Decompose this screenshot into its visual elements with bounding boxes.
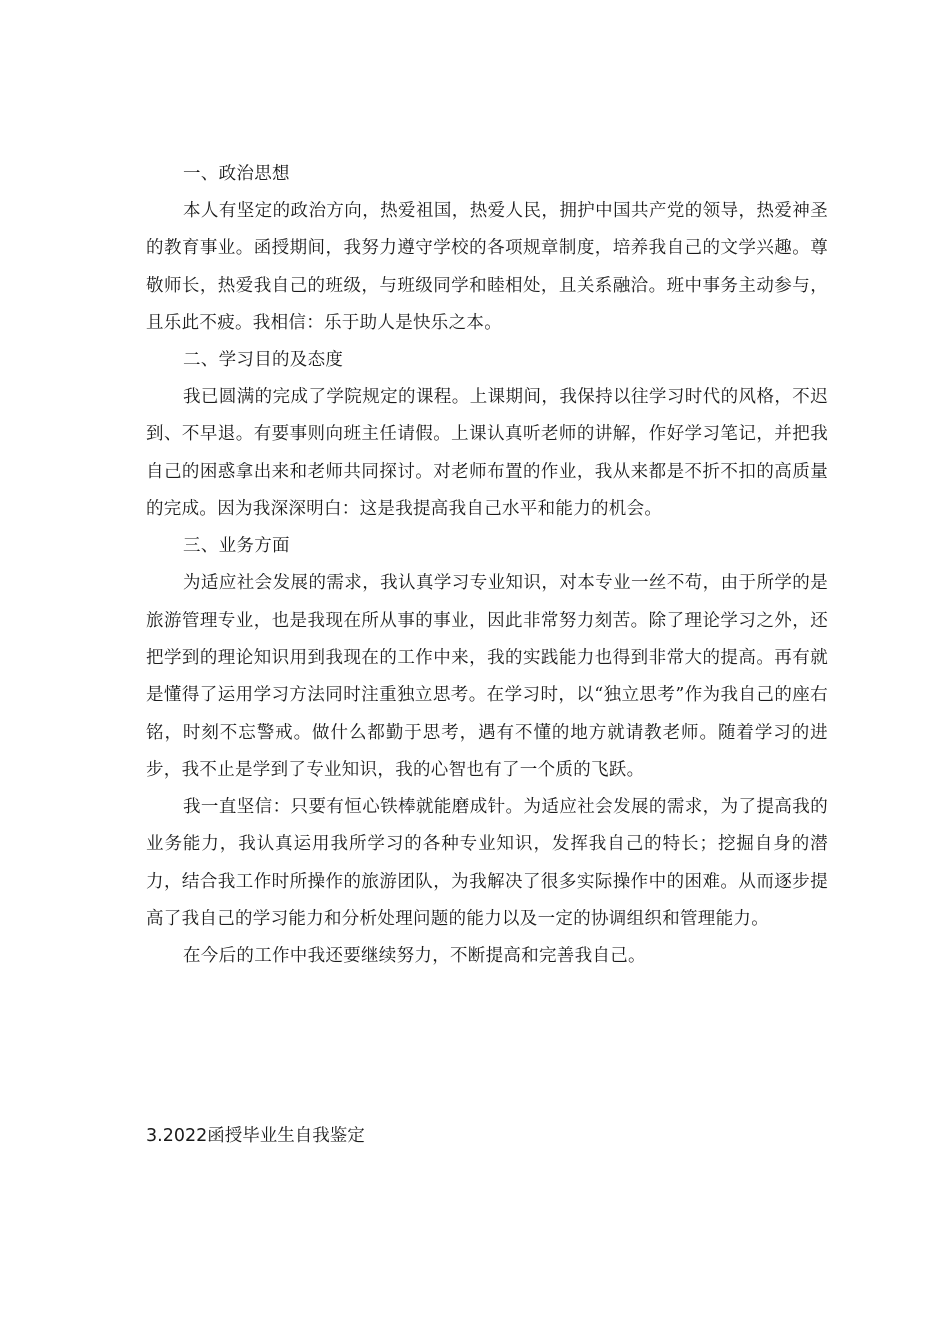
- section-heading-politics: 一、政治思想: [183, 164, 290, 184]
- paragraph-politics: 本人有坚定的政治方向，热爱祖国，热爱人民，拥护中国共产党的领导，热爱神圣的教育事业。函授期间，我努力遵守学校的各项规章制度，培养我自己的文学兴趣。尊敬师长，热爱我自己的班级，与班级同学和睦相处，且关系融洽。班中事务主动参与，且乐此不疲。我相信：乐于助人是快乐之本。: [146, 201, 828, 333]
- paragraph-business-2: 我一直坚信：只要有恒心铁棒就能磨成针。为适应社会发展的需求，为了提高我的业务能力，我认真运用我所学习的各种专业知识，发挥我自己的特长；挖掘自身的潜力，结合我工作时所操作的旅游团队，为我解决了很多实际操作中的困难。从而逐步提高了我自己的学习能力和分析处理问题的能力以及一定的协调组织和管理能力。: [146, 797, 828, 930]
- paragraph-study: 我已圆满的完成了学院规定的课程。上课期间，我保持以往学习时代的风格，不迟到、不早退。有要事则向班主任请假。上课认真听老师的讲解，作好学习笔记，并把我自己的困惑拿出来和老师共同探讨。对老师布置的作业，我从来都是不折不扣的高质量的完成。因为我深深明白：这是我提高我自己水平和能力的机会。: [146, 387, 828, 520]
- section-heading-business: 三、业务方面: [183, 536, 290, 557]
- paragraph-business-3: 在今后的工作中我还要继续努力，不断提高和完善我自己。: [183, 946, 646, 967]
- section-heading-study: 二、学习目的及态度: [183, 350, 344, 371]
- document-body: [146, 156, 828, 976]
- next-document-title: 3.2022函授毕业生自我鉴定: [146, 1126, 365, 1146]
- paragraph-business-1: 为适应社会发展的需求，我认真学习专业知识，对本专业一丝不苟，由于所学的是旅游管理专业，也是我现在所从事的事业，因此非常努力刻苦。除了理论学习之外，还把学到的理论知识用到我现在的工作中来，我的实践能力也得到非常大的提高。再有就是懂得了运用学习方法同时注重独立思考。在学习时，以“独立思考”作为我自己的座右铭，时刻不忘警戒。做什么都勤于思考，遇有不懂的地方就请教老师。随着学习的进步，我不止是学到了专业知识，我的心智也有了一个质的飞跃。: [146, 573, 828, 780]
